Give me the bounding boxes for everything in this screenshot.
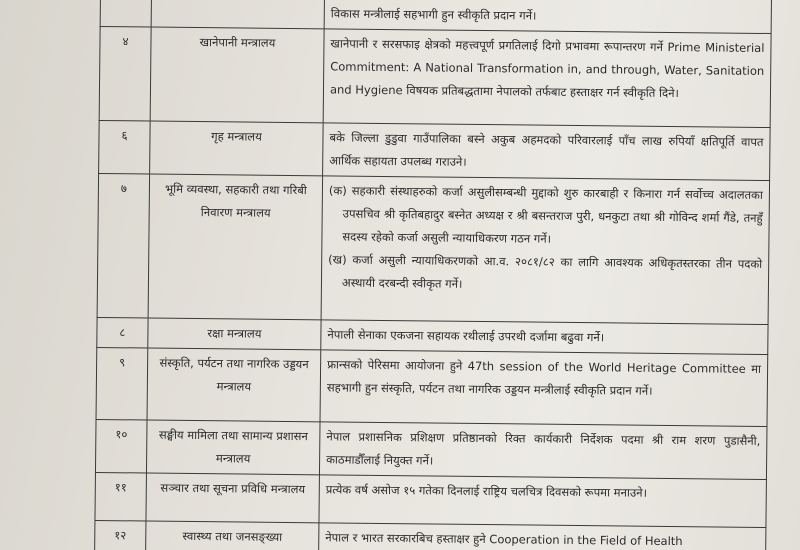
ministry-name: सङ्घीय मामिला तथा सामान्य प्रशासन मन्त्रालय [146,420,320,475]
row-number [100,0,151,27]
row-number: ६ [99,120,151,174]
cabinet-decisions-table [94,0,772,550]
ministry-name: स्वास्थ्य तथा जनसङ्ख्या [146,521,319,550]
decision-text: नेपाली सेनाका एकजना सहायक रथीलाई उपरथी दर्जामा बढुवा गर्ने। [321,320,768,355]
row-number: ४ [99,27,151,122]
ministry-name: खानेपानी मन्त्रालय [150,27,324,123]
ministry-name [151,0,324,29]
decision-text: फ्रान्सको पेरिसमा आयोजना हुने 47th session of the World Heritage Committee मा सहभागी हुन संस्कृति, पर्यटन तथा नागरिक उड्डयन मन्त्रीलाई स्वीकृति प्रदान गर्ने। [320,350,768,427]
ministry-name: संस्कृति, पर्यटन तथा नागरिक उड्डयन मन्त्रालय [147,348,321,422]
decision-sub-item: (क) सहकारी संस्थाहरुको कर्जा असुलीसम्बन्धी मुद्दाको शुरु कारबाही र किनारा गर्न सर्वोच्च अदालतका उपसचिव श्री कृतिबहादुर बस्नेत अध्यक्ष र श्री बसन्तराज पुरी, धनकुटा तथा श्री गोविन्द शर्मा गैंडे, तनहुँ सदस्य रहेको कर्जा असुली न्यायाधिकरण गठन गर्ने। [328,183,763,246]
table-row [99,27,771,128]
row-number: ८ [97,317,148,348]
ministry-name: सञ्चार तथा सूचना प्रविधि मन्त्रालय [146,473,319,523]
decision-text: नेपाल र भारत सरकारबिच हस्ताक्षर हुने Cooperation in the Field of Health [319,523,766,550]
decision-text: खानेपानी र सरसफाइ क्षेत्रको महत्त्वपूर्ण प्रगतिलाई दिगो प्रभावमा रूपान्तरण गर्ने Prime Ministerial Commitment: A National Transformation in, and through, Water, Sanitation and Hygiene विषयक प्रतिबद्धतामा नेपालको तर्फबाट हस्ताक्षर गर्न स्वीकृति दिने। [323,29,771,128]
decision-text: प्रत्येक वर्ष असोज १५ गतेका दिनलाई राष्ट्रिय चलचित्र दिवसको रूपमा मनाउने। [319,475,766,528]
table-row [97,173,769,324]
ministry-name: गृह मन्त्रालय [150,121,324,176]
decision-text: बके जिल्ला डुडुवा गाउँपालिका बस्ने अकुब अहमदको परिवारलाई पाँच लाख रुपियाँ क्षतिपूर्ति वापत आर्थिक सहायता उपलब्ध गराउने। [323,123,771,181]
row-number: ९ [96,347,148,420]
decision-text [321,176,769,325]
table-row [95,419,767,479]
decision-sub-item: (ख) कर्जा असुली न्यायाधिकरणको आ.व. २०८१/८२ का लागि आवश्यक अधिकृतस्तरका तीन पदको अस्थायी दरबन्दी स्वीकृत गर्ने। [328,252,763,291]
ministry-name: भूमि व्यवस्था, सहकारी तथा गरिबी निवारण मन्त्रालय [148,174,322,320]
ministry-name: रक्षा मन्त्रालय [148,318,321,350]
table-row [96,347,768,426]
decision-text: नेपाल प्रशासनिक प्रशिक्षण प्रतिष्ठानको रिक्त कार्यकारी निर्देशक पदमा श्री राम शरण पुडासैनी, काठमाडौँलाई नियुक्त गर्ने। [319,422,767,480]
row-number: १२ [95,520,146,550]
table-row [95,472,766,527]
row-number: ११ [95,472,146,521]
row-number: ७ [97,173,150,318]
table-row [99,120,771,180]
decision-text: विकास मन्त्रीलाई सहभागी हुन स्वीकृति प्रदान गर्ने। [324,0,771,34]
row-number: १० [95,419,147,473]
